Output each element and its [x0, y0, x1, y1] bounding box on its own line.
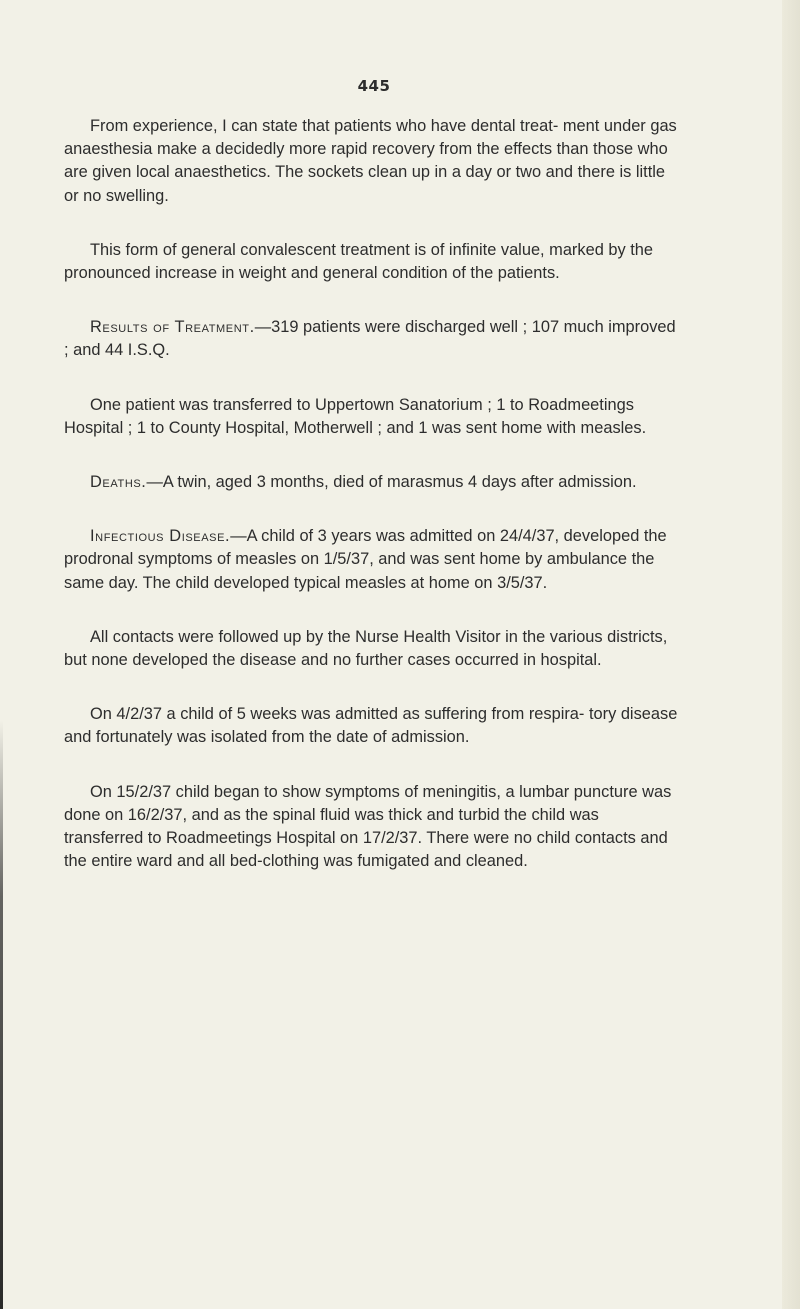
section-heading: Results of Treatment.: [90, 318, 255, 337]
paragraph-transfers: [64, 394, 678, 440]
section-heading: Deaths.: [90, 473, 147, 492]
binding-edge: [0, 720, 3, 1309]
paragraph-text: —319 patients were discharged well ; 107 much improved ; and 44 I.S.Q.: [64, 318, 676, 360]
paragraph-infectious-disease: [64, 525, 678, 595]
body-text: [64, 115, 678, 904]
paragraph-text: On 15/2/37 child began to show symptoms of meningitis, a lumbar puncture was done on 16/2/37, and as the spinal fluid was thick and turbid the child was transferred to Roadmeetings Hospital on 17/2/37. There were no child contacts and the entire ward and all bed-clothing was fumigated and cleaned.: [64, 782, 672, 871]
paragraph-text: All contacts were followed up by the Nurse Health Visitor in the various districts, but none developed the disease and no further cases occurred in hospital.: [64, 627, 668, 670]
paragraph-contacts: [64, 626, 678, 672]
paragraph-dental-treatment: [64, 115, 678, 208]
paragraph-convalescent-value: [64, 239, 678, 285]
paragraph-text: One patient was transferred to Uppertown Sanatorium ; 1 to Roadmeetings Hospital ; 1 to County Hospital, Motherwell ; and 1 was sent home with measles.: [64, 395, 647, 437]
paragraph-text: On 4/2/37 a child of 5 weeks was admitted as suffering from respira- tory disease and fortunately was isolated from the date of admission.: [64, 705, 678, 747]
paragraph-text: —A twin, aged 3 months, died of marasmus 4 days after admission.: [146, 473, 637, 492]
paragraph-deaths: [64, 471, 678, 494]
paragraph-text: From experience, I can state that patients who have dental treat- ment under gas anaesthesia make a decidedly more rapid recovery from the effects than those who are given local anaesthetics. The sockets clean up in a day or two and there is little or no swelling.: [64, 117, 677, 205]
paragraph-results-of-treatment: [64, 316, 678, 362]
page-edge-shadow: [782, 0, 800, 1309]
paragraph-text: —A child of 3 years was admitted on 24/4/37, developed the prodronal symptoms of measles on 1/5/37, and was sent home by ambulance the same day. The child developed typical measles at home on 3/5/37.: [64, 527, 667, 592]
paragraph-meningitis-case: [64, 781, 678, 874]
paragraph-respiratory-case: [64, 703, 678, 749]
paragraph-text: This form of general convalescent treatment is of infinite value, marked by the pronounced increase in weight and general condition of the patients.: [64, 240, 654, 283]
page-number: 445: [357, 77, 391, 95]
section-heading: Infectious Disease.: [90, 527, 231, 546]
